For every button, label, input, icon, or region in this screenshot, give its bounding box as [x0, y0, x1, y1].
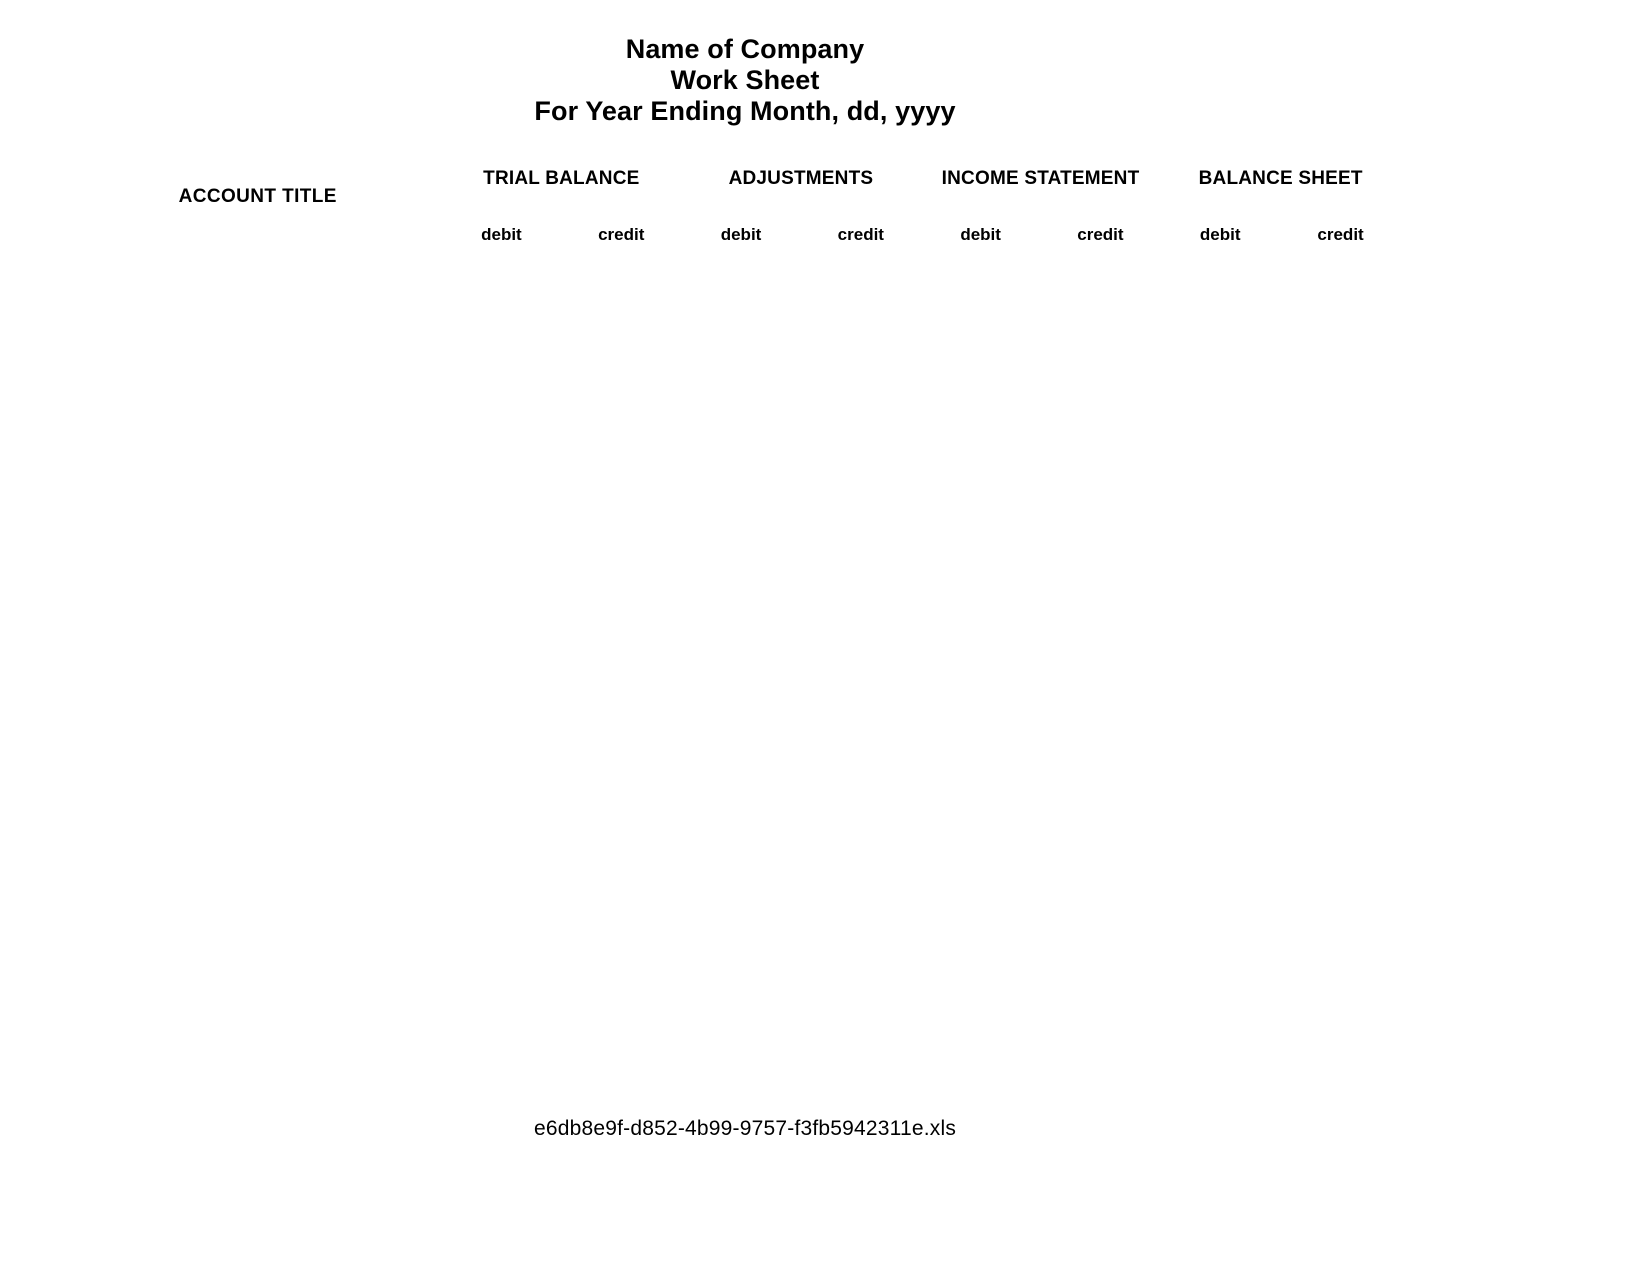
cell-income-statement-debit[interactable] [921, 326, 1041, 363]
cell-trial-balance-credit[interactable] [561, 884, 681, 921]
cell-balance-sheet-credit[interactable] [1280, 475, 1401, 512]
column-header-trial-balance-credit: credit [561, 218, 681, 252]
cell-balance-sheet-credit[interactable] [1280, 884, 1401, 921]
table-row [74, 587, 1401, 624]
cell-account-title[interactable] [74, 587, 442, 624]
period-line: For Year Ending Month, dd, yyyy [534, 96, 956, 126]
cell-balance-sheet-credit[interactable] [1280, 921, 1401, 958]
cell-trial-balance-debit[interactable] [442, 735, 562, 772]
cell-balance-sheet-debit[interactable] [1160, 661, 1280, 698]
cell-balance-sheet-debit[interactable] [1160, 773, 1280, 810]
cell-trial-balance-credit[interactable] [561, 996, 681, 1033]
cell-trial-balance-debit[interactable] [442, 959, 562, 996]
cell-balance-sheet-credit[interactable] [1280, 587, 1401, 624]
worksheet-header [74, 141, 1401, 252]
cell-account-title[interactable] [74, 735, 442, 772]
cell-adjustments-credit[interactable] [801, 847, 921, 884]
cell-trial-balance-credit[interactable] [561, 1070, 681, 1107]
cell-income-statement-credit[interactable] [1041, 773, 1161, 810]
cell-trial-balance-debit[interactable] [442, 884, 562, 921]
column-header-adjustments-credit: credit [801, 218, 921, 252]
cell-adjustments-credit[interactable] [801, 438, 921, 475]
cell-trial-balance-credit[interactable] [561, 921, 681, 958]
cell-account-title[interactable] [74, 326, 442, 363]
cell-income-statement-credit[interactable] [1041, 1033, 1161, 1070]
worksheet-table [74, 141, 1401, 1107]
cell-adjustments-credit[interactable] [801, 326, 921, 363]
cell-income-statement-credit[interactable] [1041, 252, 1161, 289]
cell-adjustments-credit[interactable] [801, 698, 921, 735]
cell-balance-sheet-debit[interactable] [1160, 810, 1280, 847]
cell-income-statement-debit[interactable] [921, 475, 1041, 512]
cell-income-statement-credit[interactable] [1041, 810, 1161, 847]
worksheet-body [74, 252, 1401, 1107]
table-row [74, 326, 1401, 363]
cell-adjustments-credit[interactable] [801, 624, 921, 661]
cell-income-statement-credit[interactable] [1041, 884, 1161, 921]
cell-adjustments-debit[interactable] [681, 1033, 801, 1070]
cell-income-statement-debit[interactable] [921, 1033, 1041, 1070]
cell-adjustments-credit[interactable] [801, 810, 921, 847]
cell-income-statement-credit[interactable] [1041, 698, 1161, 735]
cell-adjustments-debit[interactable] [681, 438, 801, 475]
table-row [74, 438, 1401, 475]
cell-income-statement-credit[interactable] [1041, 661, 1161, 698]
cell-balance-sheet-debit[interactable] [1160, 289, 1280, 326]
cell-account-title[interactable] [74, 1033, 442, 1070]
cell-income-statement-debit[interactable] [921, 512, 1041, 549]
cell-trial-balance-debit[interactable] [442, 810, 562, 847]
cell-trial-balance-debit[interactable] [442, 773, 562, 810]
cell-balance-sheet-credit[interactable] [1280, 773, 1401, 810]
cell-adjustments-debit[interactable] [681, 996, 801, 1033]
cell-adjustments-credit[interactable] [801, 996, 921, 1033]
cell-trial-balance-credit[interactable] [561, 959, 681, 996]
cell-account-title[interactable] [74, 550, 442, 587]
cell-adjustments-debit[interactable] [681, 512, 801, 549]
cell-balance-sheet-debit[interactable] [1160, 475, 1280, 512]
cell-balance-sheet-credit[interactable] [1280, 252, 1401, 289]
column-header-trial-balance-debit: debit [442, 218, 562, 252]
cell-trial-balance-credit[interactable] [561, 512, 681, 549]
table-row [74, 364, 1401, 401]
cell-trial-balance-credit[interactable] [561, 326, 681, 363]
cell-account-title[interactable] [74, 698, 442, 735]
cell-income-statement-debit[interactable] [921, 401, 1041, 438]
cell-income-statement-debit[interactable] [921, 438, 1041, 475]
cell-income-statement-credit[interactable] [1041, 364, 1161, 401]
cell-income-statement-debit[interactable] [921, 364, 1041, 401]
cell-adjustments-credit[interactable] [801, 550, 921, 587]
cell-adjustments-credit[interactable] [801, 252, 921, 289]
cell-balance-sheet-credit[interactable] [1280, 364, 1401, 401]
cell-account-title[interactable] [74, 289, 442, 326]
cell-trial-balance-debit[interactable] [442, 289, 562, 326]
footer-filename: e6db8e9f-d852-4b99-9757-f3fb5942311e.xls [533, 1117, 957, 1140]
table-row [74, 512, 1401, 549]
cell-adjustments-debit[interactable] [681, 1070, 801, 1107]
cell-account-title[interactable] [74, 810, 442, 847]
cell-account-title[interactable] [74, 921, 442, 958]
cell-income-statement-debit[interactable] [921, 773, 1041, 810]
header-group-row [74, 141, 1401, 218]
table-row [74, 401, 1401, 438]
cell-trial-balance-debit[interactable] [442, 252, 562, 289]
cell-trial-balance-credit[interactable] [561, 475, 681, 512]
column-group-header-balance-sheet: BALANCE SHEET [1160, 141, 1401, 218]
cell-adjustments-credit[interactable] [801, 401, 921, 438]
cell-adjustments-credit[interactable] [801, 959, 921, 996]
table-row [74, 735, 1401, 772]
cell-trial-balance-debit[interactable] [442, 550, 562, 587]
cell-account-title[interactable] [74, 773, 442, 810]
cell-balance-sheet-debit[interactable] [1160, 884, 1280, 921]
cell-adjustments-debit[interactable] [681, 959, 801, 996]
cell-trial-balance-credit[interactable] [561, 289, 681, 326]
cell-balance-sheet-debit[interactable] [1160, 1033, 1280, 1070]
column-group-header-trial-balance: TRIAL BALANCE [442, 141, 682, 218]
cell-account-title[interactable] [74, 512, 442, 549]
cell-balance-sheet-debit[interactable] [1160, 921, 1280, 958]
cell-adjustments-debit[interactable] [681, 773, 801, 810]
table-row [74, 1070, 1401, 1107]
cell-balance-sheet-credit[interactable] [1280, 810, 1401, 847]
cell-income-statement-debit[interactable] [921, 921, 1041, 958]
cell-adjustments-credit[interactable] [801, 512, 921, 549]
cell-income-statement-credit[interactable] [1041, 847, 1161, 884]
cell-adjustments-credit[interactable] [801, 735, 921, 772]
cell-income-statement-credit[interactable] [1041, 401, 1161, 438]
cell-income-statement-debit[interactable] [921, 550, 1041, 587]
cell-adjustments-debit[interactable] [681, 326, 801, 363]
cell-adjustments-debit[interactable] [681, 364, 801, 401]
cell-adjustments-debit[interactable] [681, 289, 801, 326]
cell-trial-balance-credit[interactable] [561, 252, 681, 289]
cell-income-statement-debit[interactable] [921, 252, 1041, 289]
cell-balance-sheet-debit[interactable] [1160, 735, 1280, 772]
table-row [74, 1033, 1401, 1070]
column-header-balance-sheet-debit: debit [1160, 218, 1280, 252]
cell-account-title[interactable] [74, 624, 442, 661]
cell-adjustments-debit[interactable] [681, 921, 801, 958]
cell-income-statement-credit[interactable] [1041, 624, 1161, 661]
cell-trial-balance-credit[interactable] [561, 438, 681, 475]
cell-trial-balance-debit[interactable] [442, 847, 562, 884]
table-row [74, 921, 1401, 958]
cell-adjustments-credit[interactable] [801, 1033, 921, 1070]
cell-income-statement-debit[interactable] [921, 735, 1041, 772]
cell-adjustments-credit[interactable] [801, 773, 921, 810]
cell-account-title[interactable] [74, 847, 442, 884]
cell-income-statement-credit[interactable] [1041, 959, 1161, 996]
table-row [74, 884, 1401, 921]
cell-adjustments-debit[interactable] [681, 698, 801, 735]
cell-account-title[interactable] [74, 959, 442, 996]
cell-income-statement-debit[interactable] [921, 884, 1041, 921]
cell-income-statement-debit[interactable] [921, 1070, 1041, 1107]
cell-trial-balance-credit[interactable] [561, 847, 681, 884]
cell-balance-sheet-credit[interactable] [1280, 438, 1401, 475]
cell-trial-balance-debit[interactable] [442, 364, 562, 401]
table-row [74, 996, 1401, 1033]
cell-balance-sheet-debit[interactable] [1160, 698, 1280, 735]
cell-account-title[interactable] [74, 438, 442, 475]
cell-account-title[interactable] [74, 1070, 442, 1107]
cell-trial-balance-credit[interactable] [561, 773, 681, 810]
cell-balance-sheet-debit[interactable] [1160, 252, 1280, 289]
cell-trial-balance-credit[interactable] [561, 624, 681, 661]
worksheet-label-line: Work Sheet [670, 65, 820, 95]
cell-balance-sheet-debit[interactable] [1160, 1070, 1280, 1107]
cell-balance-sheet-credit[interactable] [1280, 326, 1401, 363]
cell-account-title[interactable] [74, 364, 442, 401]
cell-trial-balance-credit[interactable] [561, 698, 681, 735]
cell-trial-balance-credit[interactable] [561, 364, 681, 401]
cell-trial-balance-debit[interactable] [442, 438, 562, 475]
column-header-income-statement-credit: credit [1041, 218, 1161, 252]
cell-balance-sheet-credit[interactable] [1280, 289, 1401, 326]
table-row [74, 475, 1401, 512]
cell-trial-balance-debit[interactable] [442, 587, 562, 624]
cell-account-title[interactable] [74, 661, 442, 698]
cell-balance-sheet-credit[interactable] [1280, 959, 1401, 996]
cell-balance-sheet-credit[interactable] [1280, 1033, 1401, 1070]
cell-balance-sheet-debit[interactable] [1160, 438, 1280, 475]
cell-balance-sheet-credit[interactable] [1280, 401, 1401, 438]
cell-balance-sheet-debit[interactable] [1160, 512, 1280, 549]
cell-income-statement-credit[interactable] [1041, 438, 1161, 475]
table-row [74, 810, 1401, 847]
company-name-line: Name of Company [625, 34, 865, 64]
table-row [74, 252, 1401, 289]
cell-balance-sheet-credit[interactable] [1280, 735, 1401, 772]
table-row [74, 624, 1401, 661]
cell-adjustments-debit[interactable] [681, 624, 801, 661]
cell-adjustments-credit[interactable] [801, 289, 921, 326]
cell-balance-sheet-debit[interactable] [1160, 550, 1280, 587]
cell-trial-balance-debit[interactable] [442, 326, 562, 363]
cell-adjustments-credit[interactable] [801, 364, 921, 401]
cell-adjustments-credit[interactable] [801, 475, 921, 512]
cell-balance-sheet-debit[interactable] [1160, 624, 1280, 661]
cell-adjustments-debit[interactable] [681, 401, 801, 438]
cell-adjustments-debit[interactable] [681, 810, 801, 847]
column-group-header-income-statement: INCOME STATEMENT [921, 141, 1161, 218]
cell-income-statement-credit[interactable] [1041, 550, 1161, 587]
cell-trial-balance-debit[interactable] [442, 1033, 562, 1070]
table-row [74, 698, 1401, 735]
cell-income-statement-credit[interactable] [1041, 587, 1161, 624]
cell-trial-balance-debit[interactable] [442, 1070, 562, 1107]
cell-adjustments-debit[interactable] [681, 550, 801, 587]
column-header-account-title: ACCOUNT TITLE [74, 141, 442, 252]
table-row [74, 773, 1401, 810]
cell-trial-balance-debit[interactable] [442, 401, 562, 438]
cell-income-statement-credit[interactable] [1041, 475, 1161, 512]
cell-trial-balance-credit[interactable] [561, 735, 681, 772]
cell-balance-sheet-debit[interactable] [1160, 326, 1280, 363]
cell-income-statement-credit[interactable] [1041, 512, 1161, 549]
cell-income-statement-debit[interactable] [921, 661, 1041, 698]
cell-account-title[interactable] [74, 475, 442, 512]
cell-income-statement-credit[interactable] [1041, 996, 1161, 1033]
cell-trial-balance-debit[interactable] [442, 698, 562, 735]
cell-account-title[interactable] [74, 252, 442, 289]
cell-income-statement-debit[interactable] [921, 587, 1041, 624]
document-title-block [0, 34, 1490, 127]
cell-adjustments-credit[interactable] [801, 661, 921, 698]
cell-income-statement-credit[interactable] [1041, 289, 1161, 326]
cell-balance-sheet-credit[interactable] [1280, 996, 1401, 1033]
cell-trial-balance-credit[interactable] [561, 1033, 681, 1070]
column-group-header-adjustments: ADJUSTMENTS [681, 141, 921, 218]
cell-income-statement-credit[interactable] [1041, 735, 1161, 772]
column-header-balance-sheet-credit: credit [1280, 218, 1401, 252]
cell-trial-balance-debit[interactable] [442, 996, 562, 1033]
cell-account-title[interactable] [74, 884, 442, 921]
cell-trial-balance-credit[interactable] [561, 810, 681, 847]
cell-balance-sheet-credit[interactable] [1280, 624, 1401, 661]
cell-income-statement-debit[interactable] [921, 847, 1041, 884]
cell-balance-sheet-debit[interactable] [1160, 364, 1280, 401]
cell-adjustments-credit[interactable] [801, 587, 921, 624]
cell-trial-balance-debit[interactable] [442, 624, 562, 661]
cell-adjustments-debit[interactable] [681, 475, 801, 512]
cell-adjustments-debit[interactable] [681, 847, 801, 884]
cell-trial-balance-credit[interactable] [561, 587, 681, 624]
cell-income-statement-debit[interactable] [921, 959, 1041, 996]
table-row [74, 847, 1401, 884]
cell-balance-sheet-credit[interactable] [1280, 698, 1401, 735]
cell-income-statement-credit[interactable] [1041, 1070, 1161, 1107]
cell-income-statement-debit[interactable] [921, 996, 1041, 1033]
cell-balance-sheet-debit[interactable] [1160, 401, 1280, 438]
cell-income-statement-debit[interactable] [921, 624, 1041, 661]
cell-adjustments-credit[interactable] [801, 1070, 921, 1107]
column-header-adjustments-debit: debit [681, 218, 801, 252]
cell-balance-sheet-credit[interactable] [1280, 512, 1401, 549]
column-header-income-statement-debit: debit [921, 218, 1041, 252]
cell-account-title[interactable] [74, 996, 442, 1033]
cell-trial-balance-debit[interactable] [442, 921, 562, 958]
cell-balance-sheet-debit[interactable] [1160, 847, 1280, 884]
cell-adjustments-credit[interactable] [801, 884, 921, 921]
cell-balance-sheet-credit[interactable] [1280, 550, 1401, 587]
cell-balance-sheet-credit[interactable] [1280, 661, 1401, 698]
cell-account-title[interactable] [74, 401, 442, 438]
cell-adjustments-debit[interactable] [681, 252, 801, 289]
table-row [74, 661, 1401, 698]
cell-income-statement-debit[interactable] [921, 810, 1041, 847]
table-row [74, 959, 1401, 996]
table-row [74, 550, 1401, 587]
cell-trial-balance-credit[interactable] [561, 550, 681, 587]
cell-adjustments-debit[interactable] [681, 661, 801, 698]
cell-trial-balance-credit[interactable] [561, 661, 681, 698]
cell-adjustments-debit[interactable] [681, 587, 801, 624]
cell-trial-balance-debit[interactable] [442, 512, 562, 549]
cell-balance-sheet-credit[interactable] [1280, 1070, 1401, 1107]
cell-income-statement-credit[interactable] [1041, 326, 1161, 363]
cell-balance-sheet-debit[interactable] [1160, 959, 1280, 996]
cell-trial-balance-debit[interactable] [442, 475, 562, 512]
cell-income-statement-debit[interactable] [921, 289, 1041, 326]
cell-adjustments-debit[interactable] [681, 735, 801, 772]
cell-trial-balance-credit[interactable] [561, 401, 681, 438]
cell-income-statement-debit[interactable] [921, 698, 1041, 735]
cell-balance-sheet-debit[interactable] [1160, 996, 1280, 1033]
table-row [74, 289, 1401, 326]
cell-balance-sheet-debit[interactable] [1160, 587, 1280, 624]
cell-adjustments-debit[interactable] [681, 884, 801, 921]
cell-balance-sheet-credit[interactable] [1280, 847, 1401, 884]
cell-income-statement-credit[interactable] [1041, 921, 1161, 958]
cell-trial-balance-debit[interactable] [442, 661, 562, 698]
cell-adjustments-credit[interactable] [801, 921, 921, 958]
